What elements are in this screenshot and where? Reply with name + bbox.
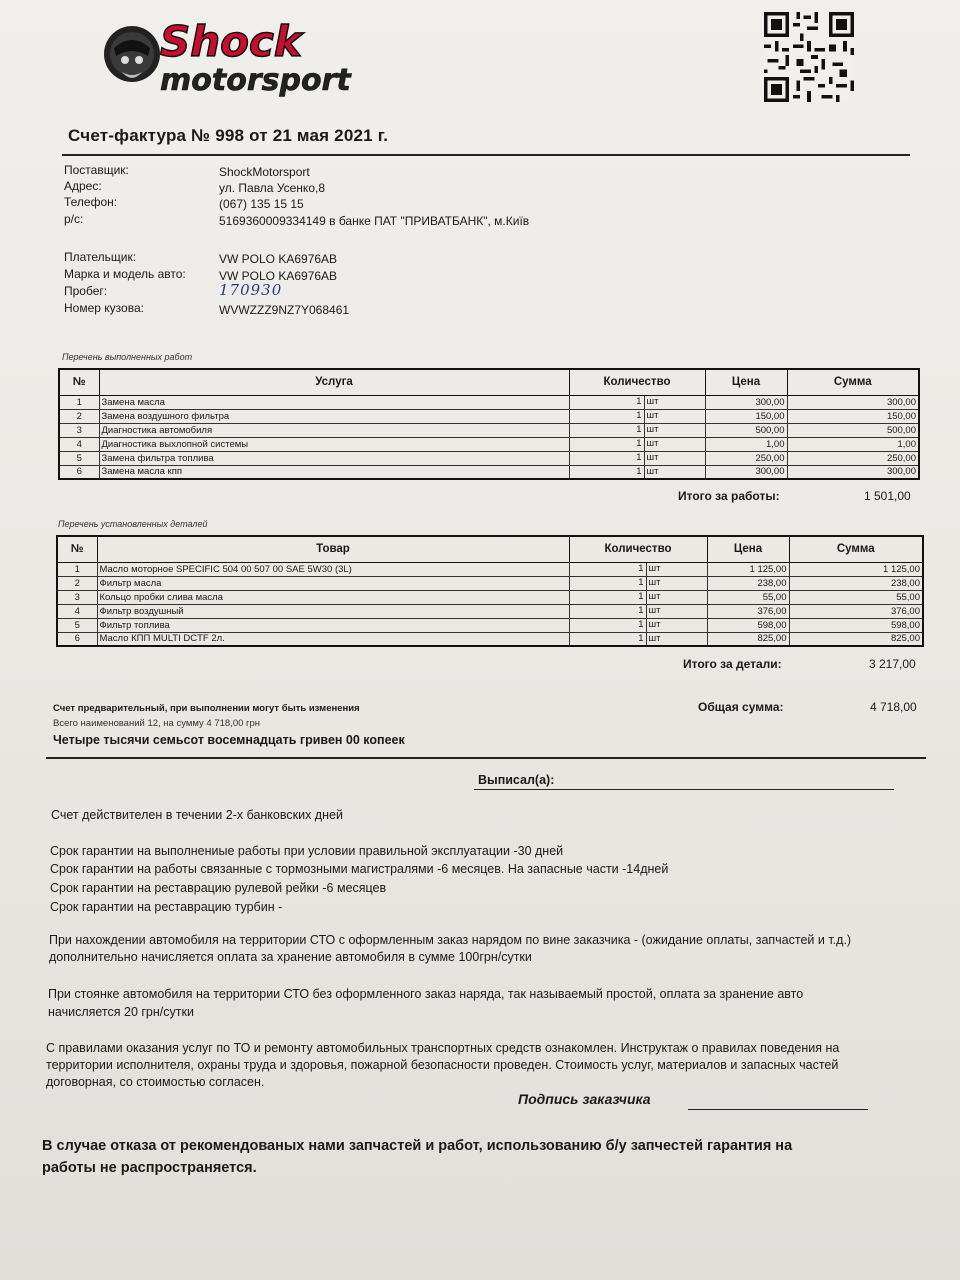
- row-price: 238,00: [707, 576, 789, 590]
- issued-by-label: Выписал(а):: [478, 773, 555, 787]
- row-sum: 500,00: [787, 423, 919, 437]
- row-qty-unit: шт: [646, 451, 659, 463]
- table-row: [59, 423, 919, 437]
- row-sum: 300,00: [787, 395, 919, 409]
- table-row: [57, 618, 923, 632]
- row-quantity: [569, 409, 705, 423]
- row-price: 598,00: [707, 618, 789, 632]
- row-number: 3: [57, 590, 97, 604]
- row-name: Замена масла: [99, 395, 569, 409]
- table-row: [57, 590, 923, 604]
- invoice-title: Счет-фактура № 998 от 21 мая 2021 г.: [68, 126, 389, 145]
- row-quantity: [569, 632, 707, 646]
- row-quantity: [569, 604, 707, 618]
- row-qty-number: 1: [572, 633, 647, 646]
- address-value: ул. Павла Усенко,8: [219, 181, 326, 195]
- vin-value: WVWZZZ9NZ7Y068461: [219, 303, 350, 317]
- row-sum: 825,00: [789, 632, 923, 646]
- mileage-row: [64, 281, 764, 300]
- row-number: 6: [57, 632, 97, 646]
- address-label: Адрес:: [64, 179, 102, 193]
- mileage-value: 170930: [219, 281, 283, 299]
- phone-label: Телефон:: [64, 195, 118, 209]
- row-name: Фильтр топлива: [97, 618, 569, 632]
- row-name: Масло КПП MULTI DCTF 2л.: [97, 632, 569, 646]
- row-qty-unit: шт: [648, 604, 661, 616]
- parts-body: [57, 562, 923, 646]
- logo-text-shock: Shock: [160, 17, 302, 66]
- row-qty-number: 1: [572, 452, 645, 465]
- row-price: 1 125,00: [707, 562, 789, 576]
- table-row: [59, 437, 919, 451]
- row-name: Фильтр масла: [97, 576, 569, 590]
- col-sum-header: Сумма: [787, 369, 919, 395]
- row-number: 1: [57, 562, 97, 576]
- storage-line-1: При нахождении автомобиля на территории СТО с оформленным заказ нарядом по вине заказчика - (ожидание оплаты, запчастей и т.д.): [49, 933, 852, 947]
- row-number: 3: [59, 423, 99, 437]
- payer-value: VW POLO KA6976AB: [219, 252, 338, 266]
- row-qty-unit: шт: [648, 618, 661, 630]
- row-name: Масло моторное SPECIFIC 504 00 507 00 SAE 5W30 (3L): [97, 562, 569, 576]
- parts-header-row: [57, 536, 923, 562]
- row-qty-unit: шт: [646, 423, 659, 435]
- row-qty-number: 1: [572, 424, 645, 437]
- row-number: 4: [57, 604, 97, 618]
- row-price: 55,00: [707, 590, 789, 604]
- row-quantity: [569, 590, 707, 604]
- car-model-value: VW POLO KA6976AB: [219, 269, 338, 283]
- row-sum: 238,00: [789, 576, 923, 590]
- row-sum: 1,00: [787, 437, 919, 451]
- table-row: [57, 632, 923, 646]
- works-total: [678, 489, 911, 503]
- row-quantity: [569, 437, 705, 451]
- row-name: Фильтр воздушный: [97, 604, 569, 618]
- table-row: [59, 409, 919, 423]
- title-divider: [62, 154, 910, 156]
- row-name: Замена воздушного фильтра: [99, 409, 569, 423]
- row-name: Кольцо пробки слива масла: [97, 590, 569, 604]
- amount-in-words: Четыре тысячи семьсот восемнадцать гривен 00 копеек: [53, 733, 405, 747]
- col-price-header: Цена: [707, 536, 789, 562]
- table-row: [57, 576, 923, 590]
- works-total-label: Итого за работы:: [678, 489, 780, 503]
- row-number: 4: [59, 437, 99, 451]
- table-row: [59, 395, 919, 409]
- account-label: р/с:: [64, 212, 84, 226]
- table-row: [57, 562, 923, 576]
- storage-line-2: дополнительно начисляется оплата за хранение автомобиля в сумме 100грн/сутки: [49, 950, 532, 964]
- row-name: Диагностика выхлопной системы: [99, 437, 569, 451]
- customer-signature-line: [688, 1109, 868, 1110]
- row-qty-unit: шт: [646, 395, 659, 407]
- row-qty-unit: шт: [646, 465, 659, 477]
- row-number: 2: [57, 576, 97, 590]
- table-row: [57, 604, 923, 618]
- car-model-row: [64, 267, 764, 283]
- row-sum: 376,00: [789, 604, 923, 618]
- works-caption: Перечень выполненных работ: [62, 352, 193, 362]
- row-sum: 150,00: [787, 409, 919, 423]
- row-number: 5: [57, 618, 97, 632]
- row-qty-number: 1: [572, 563, 647, 576]
- row-quantity: [569, 618, 707, 632]
- row-name: Диагностика автомобиля: [99, 423, 569, 437]
- parts-total: [683, 657, 916, 671]
- parts-caption: Перечень установленных деталей: [58, 519, 208, 529]
- row-quantity: [569, 395, 705, 409]
- row-number: 5: [59, 451, 99, 465]
- supplier-value: ShockMotorsport: [219, 165, 310, 179]
- qr-code-icon: [764, 12, 854, 102]
- row-quantity: [569, 423, 705, 437]
- works-total-value: 1 501,00: [864, 489, 911, 503]
- col-product-header: Товар: [97, 536, 569, 562]
- table-row: [59, 465, 919, 479]
- row-quantity: [569, 576, 707, 590]
- item-count-note: Всего наименований 12, на сумму 4 718,00 грн: [53, 718, 261, 729]
- row-sum: 598,00: [789, 618, 923, 632]
- row-number: 1: [59, 395, 99, 409]
- col-price-header: Цена: [705, 369, 787, 395]
- col-quantity-header: Количество: [569, 369, 705, 395]
- row-price: 825,00: [707, 632, 789, 646]
- grand-total-value: 4 718,00: [870, 700, 917, 714]
- rules-line-2: территории исполнителя, охраны труда и здоровья, пожарной безопасности проведен. Стоимость услуг, материалов и запасных частей: [46, 1058, 839, 1072]
- row-qty-unit: шт: [648, 576, 661, 588]
- summary-divider: [46, 757, 926, 759]
- row-quantity: [569, 465, 705, 479]
- rules-line-1: С правилами оказания услуг по ТО и ремонту автомобильных транспортных средств ознакомлен. Инструктаж о правилах поведения на: [46, 1041, 840, 1055]
- idle-line-1: При стоянке автомобиля на территории СТО без оформленного заказ наряда, так называемый простой, оплата за зранение авто: [48, 987, 804, 1001]
- row-qty-unit: шт: [646, 409, 659, 421]
- row-price: 300,00: [705, 465, 787, 479]
- row-quantity: [569, 451, 705, 465]
- row-qty-number: 1: [572, 438, 645, 451]
- account-value: 5169360009334149 в банке ПАТ "ПРИВАТБАНК", м.Київ: [219, 214, 530, 228]
- logo-text-motorsport: motorsport: [160, 63, 351, 98]
- vin-row: [64, 301, 764, 317]
- payer-label: Плательщик:: [64, 250, 137, 264]
- parts-total-label: Итого за детали:: [683, 657, 782, 671]
- row-qty-unit: шт: [648, 590, 661, 602]
- shock-motorsport-logo: [100, 12, 390, 98]
- grand-total-label: Общая сумма:: [698, 700, 784, 714]
- row-sum: 55,00: [789, 590, 923, 604]
- row-qty-unit: шт: [646, 437, 659, 449]
- payer-row: [64, 250, 764, 266]
- row-quantity: [569, 562, 707, 576]
- supplier-row: [64, 163, 764, 179]
- grand-total: [698, 700, 917, 714]
- vin-label: Номер кузова:: [64, 301, 144, 315]
- col-sum-header: Сумма: [789, 536, 923, 562]
- col-service-header: Услуга: [99, 369, 569, 395]
- warranty-line-3: Срок гарантии на реставрацию рулевой рейки -6 месяцев: [50, 881, 387, 895]
- row-price: 500,00: [705, 423, 787, 437]
- table-row: [59, 451, 919, 465]
- warranty-line-1: Срок гарантии на выполнениые работы при условии правильной эксплуатации -30 дней: [50, 844, 564, 858]
- validity-note: Счет действителен в течении 2-х банковских дней: [51, 808, 343, 822]
- car-model-label: Марка и модель авто:: [64, 267, 186, 281]
- col-number-header: №: [57, 536, 97, 562]
- parts-total-value: 3 217,00: [869, 657, 916, 671]
- address-row: [64, 179, 764, 195]
- warranty-line-4: Срок гарантии на реставрацию турбин -: [50, 900, 283, 914]
- account-row: [64, 212, 764, 228]
- rules-line-3: договорная, со стоимостью согласен.: [46, 1075, 265, 1089]
- final-notice-line-1: В случае отказа от рекомендованых нами запчастей и работ, использованию б/у запчестей гарантия на: [42, 1138, 793, 1154]
- issued-by-line: [474, 789, 894, 790]
- row-sum: 250,00: [787, 451, 919, 465]
- row-qty-number: 1: [572, 605, 647, 618]
- col-number-header: №: [59, 369, 99, 395]
- works-header-row: [59, 369, 919, 395]
- row-qty-unit: шт: [648, 562, 661, 574]
- row-price: 300,00: [705, 395, 787, 409]
- row-number: 6: [59, 465, 99, 479]
- row-sum: 300,00: [787, 465, 919, 479]
- row-qty-number: 1: [572, 577, 647, 590]
- row-price: 1,00: [705, 437, 787, 451]
- row-qty-number: 1: [572, 619, 647, 632]
- row-number: 2: [59, 409, 99, 423]
- works-body: [59, 395, 919, 479]
- idle-line-2: начисляется 20 грн/сутки: [48, 1005, 194, 1019]
- row-sum: 1 125,00: [789, 562, 923, 576]
- row-price: 250,00: [705, 451, 787, 465]
- row-qty-number: 1: [572, 466, 645, 479]
- row-qty-number: 1: [572, 396, 645, 409]
- warranty-line-2: Срок гарантии на работы связанные с тормозными магистралями -6 месяцев. На запасные части -14дней: [50, 862, 669, 876]
- mileage-label: Пробег:: [64, 284, 108, 298]
- row-qty-number: 1: [572, 591, 647, 604]
- customer-signature-label: Подпись заказчика: [518, 1091, 651, 1107]
- row-qty-number: 1: [572, 410, 645, 423]
- row-qty-unit: шт: [648, 632, 661, 644]
- works-table: [58, 368, 920, 480]
- col-quantity-header: Количество: [569, 536, 707, 562]
- final-notice-line-2: работы не распространяется.: [42, 1160, 257, 1176]
- supplier-label: Поставщик:: [64, 163, 129, 177]
- row-price: 150,00: [705, 409, 787, 423]
- phone-value: (067) 135 15 15: [219, 197, 304, 211]
- preliminary-note: Счет предварительный, при выполнении могут быть изменения: [53, 703, 360, 714]
- phone-row: [64, 195, 764, 211]
- parts-table: [56, 535, 924, 647]
- row-name: Замена фильтра топлива: [99, 451, 569, 465]
- row-price: 376,00: [707, 604, 789, 618]
- row-name: Замена масла кпп: [99, 465, 569, 479]
